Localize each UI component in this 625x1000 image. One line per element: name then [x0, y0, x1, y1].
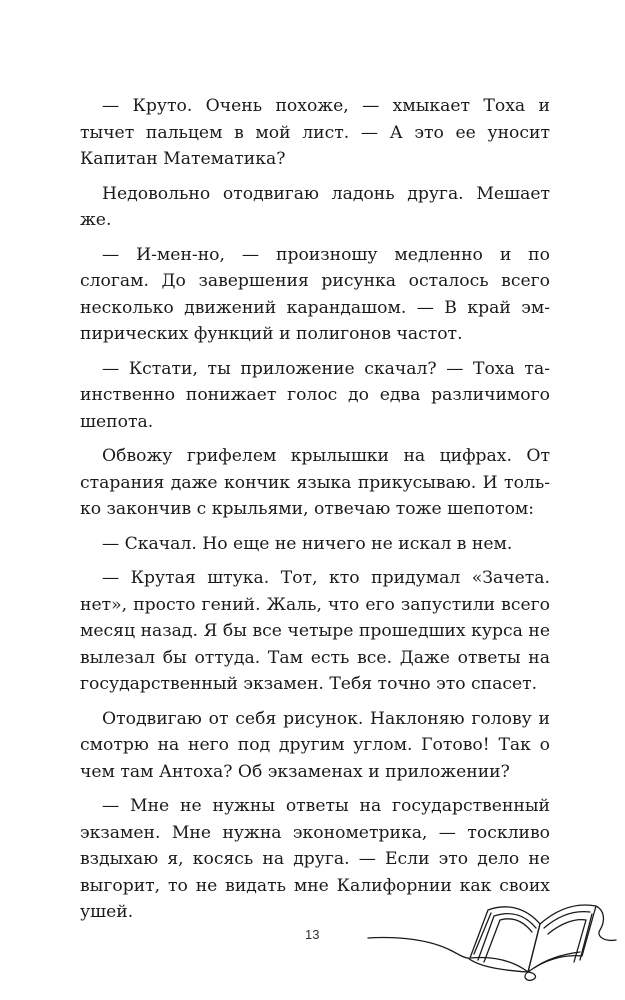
open-book-icon: [360, 880, 625, 990]
paragraph: Обвожу грифелем крылышки на цифрах. От старания даже кончик языка прикусываю. И только закончив с крыльями, отвечаю тоже шепотом:: [80, 446, 550, 519]
paragraph: Недовольно отодвигаю ладонь друга. Мешает же.: [80, 183, 550, 230]
paragraph: Отодвигаю от себя рисунок. Наклоняю голову и смотрю на него под другим углом. Готово! Так о чем там Антоха? Об экзаменах и приложении?: [80, 708, 550, 782]
body-text: [80, 93, 550, 934]
paragraph: — Мне не нужны ответы на государственный экзамен. Мне нужна эконометрика, — тоскливо вздыхаю я, косясь на друга. — Если это дело не выгорит, то не видать мне Калифорнии как своих ушей.: [80, 796, 550, 922]
paragraph: — Круто. Очень похоже, — хмыкает Тоха и тычет пальцем в мой лист. — А это ее уносит Капитан Математика?: [80, 96, 550, 169]
paragraph: — И-мен-но, — произношу медленно и по слогам. До завершения рисунка осталось всего несколько движений карандашом. — В край эмпирических функций и полигонов частот.: [80, 244, 550, 344]
paragraph: — Скачал. Но еще не ничего не искал в нем.: [102, 533, 513, 554]
page-number: 13: [305, 927, 320, 942]
paragraph: — Кстати, ты приложение скачал? — Тоха таинственно понижает голос до едва различимого шепота.: [80, 358, 550, 432]
paragraph: — Крутая штука. Тот, кто придумал «Зачета. нет», просто гений. Жаль, что его запустили всего месяц назад. Я бы все четыре прошедших курса не вылезал бы оттуда. Там есть все. Даже ответы на государственный экзамен. Тебя точно это спасет.: [80, 568, 550, 694]
